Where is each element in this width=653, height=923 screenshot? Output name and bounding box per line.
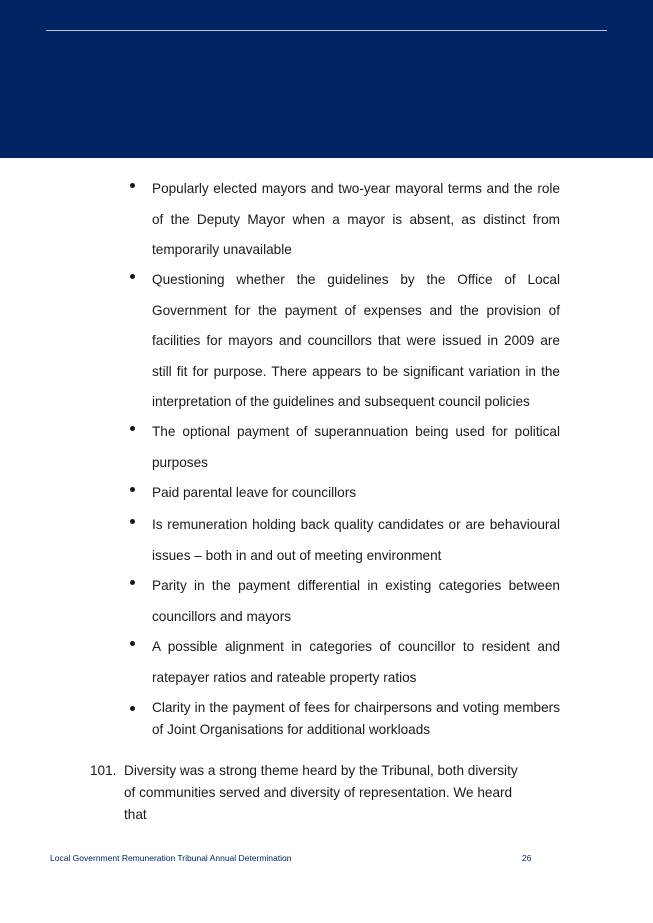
bullet-dot: [130, 426, 135, 431]
header-rule: [46, 30, 607, 31]
bullet-text: Is remuneration holding back quality candidates or are behavioural issues – both in and out of meeting environment: [152, 517, 560, 563]
bullet-text: Paid parental leave for councillors: [152, 485, 357, 500]
page-number: 26: [522, 853, 532, 863]
bullet-text: The optional payment of superannuation being used for political purposes: [152, 424, 560, 470]
bullet-dot: [130, 580, 135, 585]
bullet-text: A possible alignment in categories of councillor to resident and ratepayer ratios and rateable property ratios: [152, 639, 560, 685]
bullet-dot: [130, 706, 135, 711]
bullet-text: Popularly elected mayors and two-year mayoral terms and the role of the Deputy Mayor when a mayor is absent, as distinct from temporarily unavailable: [152, 181, 560, 257]
bullet-dot: [130, 183, 135, 188]
footer-title: Local Government Remuneration Tribunal Annual Determination: [50, 853, 292, 863]
bullet-dot: [130, 487, 135, 492]
bullet-dot: [130, 641, 135, 646]
bullet-dot: [130, 274, 135, 279]
bullet-text: Questioning whether the guidelines by the Office of Local Government for the payment of expenses and the provision of facilities for mayors and councillors that were issued in 2009 are still fit for purpose. There appears to be significant variation in the interpretation of the guidelines and subsequent council policies: [152, 272, 560, 409]
bullet-text: Clarity in the payment of fees for chairpersons and voting members of Joint Organisations for additional workloads: [152, 700, 560, 737]
paragraph-number: 101.: [90, 763, 117, 778]
paragraph-text: Diversity was a strong theme heard by the Tribunal, both diversity of communities served and diversity of representation. We heard that: [124, 763, 518, 822]
header-band: [0, 0, 653, 158]
bullet-text: Parity in the payment differential in existing categories between councillors and mayors: [152, 578, 560, 624]
bullet-dot: [130, 519, 135, 524]
